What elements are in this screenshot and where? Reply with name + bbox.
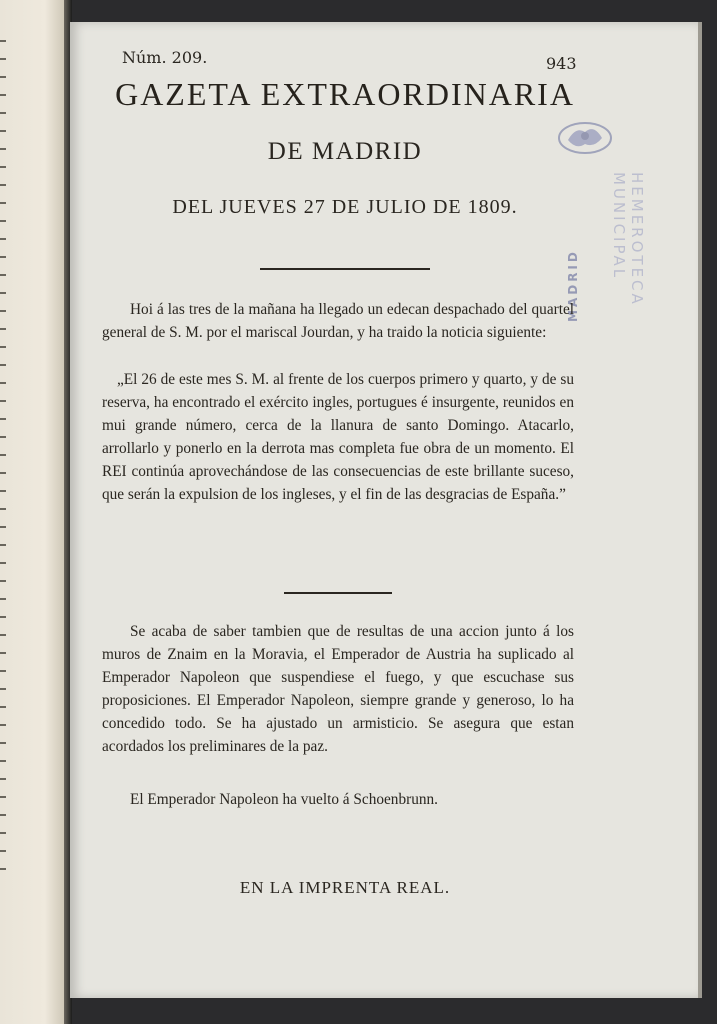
library-stamp-icon <box>556 118 614 158</box>
gazette-title: GAZETA EXTRAORDINARIA <box>115 76 575 112</box>
stamp-madrid: MADRID <box>566 249 580 322</box>
issue-number: Núm. 209. <box>122 48 208 67</box>
gazette-subtitle: DE MADRID <box>267 138 423 165</box>
paragraph-armistice: Se acaba de saber tambien que de resultas de una accion junto á los muros de Znaim en la Moravia, el Emperador de Austria ha suplicado al Emperador Napoleon que suspendiese el fuego, y que escuchase sus proposiciones. El Emperador Napoleon, siempre grande y generoso, lo ha concedido todo. Se ha ajustado un armisticio. Se asegura que estan acordados los preliminares de la paz. <box>102 623 574 755</box>
paragraph-schoenbrunn: El Emperador Napoleon ha vuelto á Schoenbrunn. <box>130 791 438 808</box>
imprint-line: EN LA IMPRENTA REAL. <box>239 878 451 897</box>
page-edge <box>698 22 702 998</box>
facing-page-edge <box>0 0 64 1024</box>
paragraph-battle-report: „El 26 de este mes S. M. al frente de los cuerpos primero y quarto, y de su reserva, ha encontrado el exército ingles, portugues é insurgente, reunidos en mui grande número, cerca de la llanura de santo Domingo. Atacarlo, arrollarlo y ponerlo en la derrota mas completa fue obra de un momento. El REI continúa aprovechándose de las consecuencias de este brillante suceso, que serán la expulsion de los ingleses, y el fin de las desgracias de España.” <box>102 371 574 503</box>
issue-date: DEL JUEVES 27 DE JULIO DE 1809. <box>172 196 518 218</box>
gazette-page <box>70 22 698 998</box>
stamp-hemeroteca: HEMEROTECA MUNICIPAL <box>610 172 646 307</box>
divider-rule <box>260 268 430 270</box>
divider-rule <box>284 592 392 594</box>
paragraph-dispatch: Hoi á las tres de la mañana ha llegado un edecan despachado del quartel general de S. M. por el mariscal Jourdan, y ha traido la noticia siguiente: <box>102 301 574 341</box>
page-number: 943 <box>546 54 577 73</box>
